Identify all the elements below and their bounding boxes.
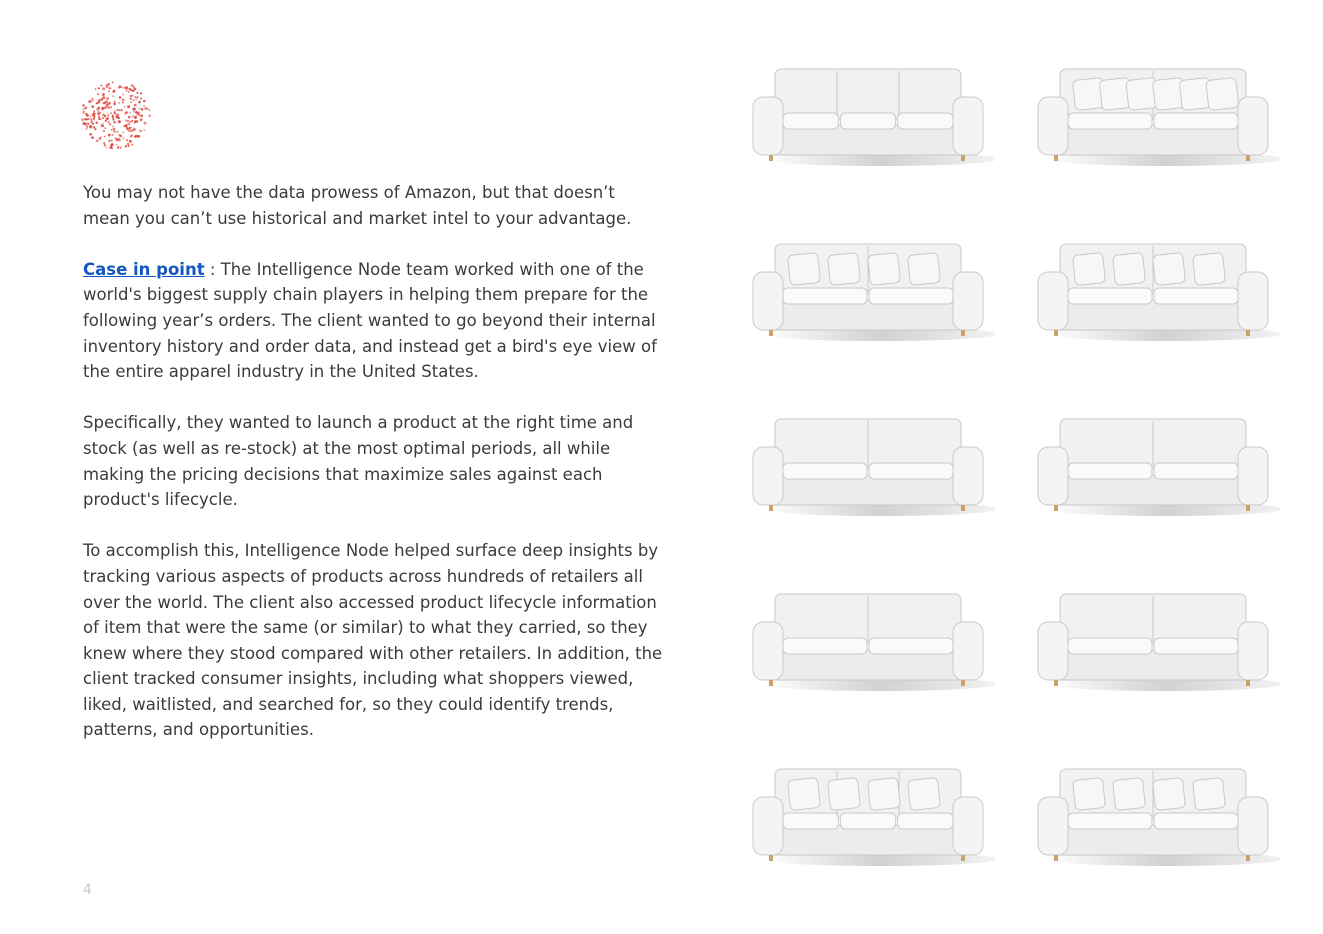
accomplish-paragraph: To accomplish this, Intelligence Node helped surface deep insights by tracking various aspects of products across hundreds of retailers all over the world. The client also accessed product lifecycle information of item that were the same (or similar) to what they carried, so they knew where they stood compared with other retailers. In addition, the client tracked consumer insights, including what shoppers viewed, liked, waitlisted, and searched for, so they could identify trends, patterns, and opportunities. xyxy=(83,541,663,740)
two-seat-pillow-back-sofa-icon xyxy=(1030,55,1280,185)
page-number: 4 xyxy=(83,882,92,898)
two-seat-compact-sofa-icon xyxy=(1030,580,1280,710)
case-paragraph xyxy=(83,257,663,385)
case-in-point-link[interactable]: Case in point xyxy=(83,259,205,279)
case-paragraph-text: : The Intelligence Node team worked with one of the world's biggest supply chain players in helping them prepare for the following year’s orders. The client wanted to go beyond their internal inventory history and order data, and instead get a bird's eye view of the entire apparel industry in the United States. xyxy=(83,259,657,382)
two-seat-low-back-sofa-icon xyxy=(745,580,995,710)
three-seat-rolled-arm-sofa-icon xyxy=(745,55,995,185)
intro-paragraph: You may not have the data prowess of Amazon, but that doesn’t mean you can’t use historical and market intel to your advantage. xyxy=(83,183,632,228)
modular-metal-leg-sofa-icon xyxy=(1030,755,1280,885)
dotted-circle-logo-icon xyxy=(80,79,152,151)
specifics-paragraph: Specifically, they wanted to launch a product at the right time and stock (as well as re-stock) at the most optimal periods, all while making the pricing decisions that maximize sales against each product's lifecycle. xyxy=(83,413,634,510)
body-text xyxy=(83,180,663,769)
two-seat-wide-arm-sofa-icon xyxy=(1030,405,1280,535)
two-seat-sofa-with-pillows-icon xyxy=(745,230,995,360)
sofa-gallery xyxy=(740,55,1300,875)
three-seat-scatter-pillow-sofa-icon xyxy=(745,755,995,885)
two-seat-square-arm-sofa-icon xyxy=(745,405,995,535)
two-seat-loose-back-sofa-icon xyxy=(1030,230,1280,360)
